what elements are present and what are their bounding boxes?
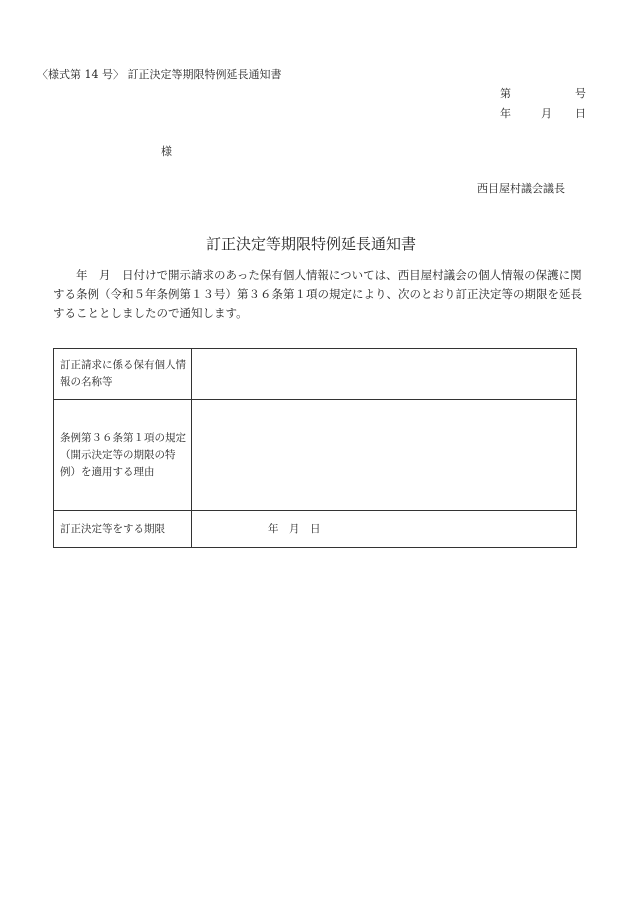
addressee-honorific: 様	[161, 145, 172, 158]
info-table	[53, 348, 577, 548]
row-value	[192, 349, 577, 400]
body-paragraph: 年 月 日付けで開示請求のあった保有個人情報については、西目屋村議会の個人情報の保護に関する条例（令和５年条例第１３号）第３６条第１項の規定により、次のとおり訂正決定等の期限を延長することとしましたので通知します。	[53, 268, 582, 320]
row-label: 条例第３６条第１項の規定（開示決定等の期限の特例）を適用する理由	[54, 400, 192, 511]
row-label: 訂正決定等をする期限	[54, 511, 192, 548]
row-value	[192, 400, 577, 511]
table-row	[54, 400, 577, 511]
table-row	[54, 511, 577, 548]
row-label: 訂正請求に係る保有個人情報の名称等	[54, 349, 192, 400]
table-row	[54, 349, 577, 400]
sender-name: 西目屋村議会議長	[477, 182, 565, 195]
date-month: 月	[541, 107, 552, 120]
date-day: 日	[575, 107, 586, 120]
document-number-suffix: 号	[575, 87, 586, 100]
document-number-prefix: 第	[500, 87, 511, 100]
date-year: 年	[500, 107, 511, 120]
document-title: 訂正決定等期限特例延長通知書	[206, 235, 417, 253]
deadline-value: 年 月 日	[192, 511, 577, 548]
form-number: 〈様式第 14 号〉 訂正決定等期限特例延長通知書	[37, 68, 282, 81]
